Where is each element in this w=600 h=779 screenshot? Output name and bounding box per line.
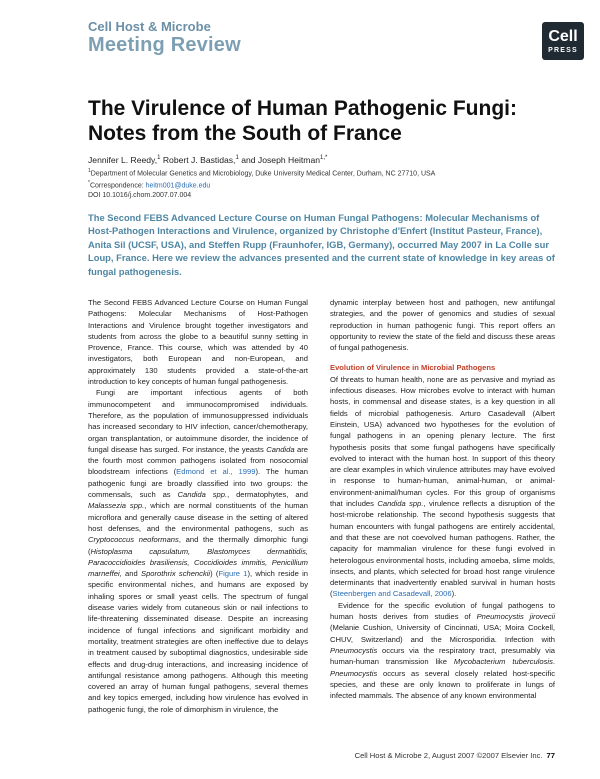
text-run: ).: [451, 589, 457, 599]
species-name: Pneumocystis: [330, 645, 378, 655]
author-name: Joseph Heitman: [257, 155, 321, 165]
section-heading: Evolution of Virulence in Microbial Pathogens: [330, 363, 496, 373]
paragraph: [88, 387, 308, 715]
abstract: The Second FEBS Advanced Lecture Course on Human Fungal Pathogens: Molecular Mechanisms of Host-Pathogen Interactions and Virulence, organized by Christophe d'Enfert (Institut Pasteur, France), Anita Sil (UCSF, USA), and Steffen Rupp (Fraunhofer, IGB, Germany), occurred May 2007 in La Colle sur Loup, France. Here we review the advances presented and the current state of knowledge in key areas of fungal pathogenesis.: [88, 212, 555, 277]
logo-cell-text: Cell: [548, 28, 578, 45]
correspondence-label: Correspondence:: [89, 182, 144, 190]
author-affiliation-marker: 1: [235, 155, 239, 162]
text-run: , which are normal constituents of the human microflora and generally cause disease in the setting of altered host defenses, and the environmental pathogens, such as: [88, 501, 308, 533]
species-name: Sporothrix schenckii: [141, 569, 211, 579]
text-run: (Melanie Cushion, University of Cincinnati, USA; Moira Cockell, CHUV, Switzerland) and the Microsporidia. Infection with: [330, 623, 555, 644]
page-footer: [300, 751, 555, 760]
species-name: Histoplasma capsulatum, Blastomyces dermatitidis, Paracoccidioides brasiliensis, Coccidioides immitis, Penicillium marneffei,: [88, 546, 308, 579]
species-name: Pneumocystis: [330, 668, 378, 678]
paragraph: [330, 374, 555, 600]
correspondence-email-link[interactable]: heitm001@duke.edu: [145, 182, 211, 190]
doi: DOI 10.1016/j.chom.2007.07.004: [88, 191, 192, 199]
text-run: , virulence reflects a disruption of the host-microbe relationship. The second hypothesis suggests that human encounters with fungal pathogens are entirely accidental, and that these are not coevolved human pathogens. Rather, the capacity for mammalian virulence for these fungi evolved in heterologous environmental hosts, including amoeba, slime molds, insects, and plants, which selected for broad host range virulence determinants that inadvertently enabled survival in human hosts (: [330, 499, 555, 599]
affiliation-block: [88, 167, 558, 200]
section-label: Meeting Review: [88, 34, 241, 56]
body-column-right: [330, 297, 555, 701]
species-name: Candida spp.: [377, 499, 424, 509]
figure-link[interactable]: Figure 1: [218, 569, 248, 579]
journal-name: Cell Host & Microbe: [88, 19, 211, 34]
text-run: Fungi are important infectious agents of both immunocompetent and immunocompromised individuals. Therefore, as the population of immunosuppressed individuals has increased secondary to HIV infection, cancer/chemotherapy, organ transplantation, or autoimmune disorder, the incidence of fungal disease has surged. For instance, the yeasts: [88, 388, 308, 454]
paragraph: The Second FEBS Advanced Lecture Course on Human Fungal Pathogens: Molecular Mechanisms of Host-Pathogen Interactions and Virulence brought together investigators and students from across the globe to a beautiful sunny setting in Provence, France. This course, which was attended by 40 investigators, both European and non-European, and approximately 130 students provided a state-of-the-art introduction to key concepts of human fungal pathogenesis.: [88, 298, 308, 387]
text-run: occurs as several closely related host-specific species, and these are only known to proliferate in lungs of infected mammals. The absence of any known environmental: [330, 668, 555, 701]
text-run: Evidence for the specific evolution of fungal pathogens to human hosts derives from studies of: [330, 600, 555, 622]
cell-press-logo: [542, 22, 584, 60]
article-title: The Virulence of Human Pathogenic Fungi: Notes from the South of France: [88, 97, 517, 145]
author-affiliation-marker: 1: [157, 155, 161, 162]
species-name: Mycobacterium tuberculosis: [453, 657, 553, 667]
species-name: Candida spp.: [177, 490, 228, 500]
author-conjunction: and: [241, 155, 256, 165]
species-name: Cryptococcus neoformans: [88, 535, 179, 545]
author-list: [88, 155, 327, 165]
species-name: Pneumocystis jirovecii: [476, 612, 556, 622]
species-name: Candida: [266, 444, 295, 454]
footer-citation: Cell Host & Microbe 2, August 2007 ©2007 Elsevier Inc.: [354, 751, 543, 760]
text-run: are the fourth most common pathogens isolated from nosocomial bloodstream infections (: [88, 444, 308, 477]
text-run: occurs via the respiratory tract, presumably via human-human transmission like: [330, 645, 555, 667]
author-name: Robert J. Bastidas,: [162, 155, 236, 165]
text-run: , and the thermally dimorphic fungi (: [88, 535, 308, 556]
species-name: Malassezia spp.: [88, 501, 145, 511]
author-name: Jennifer L. Reedy,: [88, 155, 158, 165]
author-affiliation-marker: 1,*: [320, 155, 328, 162]
text-run: .: [552, 657, 555, 667]
text-run: , dermatophytes, and: [227, 490, 308, 500]
correspondence-line: [88, 179, 558, 191]
correspondence-marker: *: [88, 179, 90, 186]
body-column-left: [88, 297, 308, 715]
page-number: 77: [546, 751, 555, 760]
logo-press-text: PRESS: [548, 47, 578, 54]
reference-link[interactable]: Edmond et al., 1999: [176, 467, 256, 477]
affiliation-line: [88, 167, 558, 179]
text-run: ), which reside in specific environmental niches, and humans are exposed by inhaling spores or small yeast cells. The spectrum of fungal disease varies widely from cutaneous skin or nail infections to life-threatening disseminated disease. Despite an increasing incidence of fungal infections and significant morbidity and mortality, treatment strategies are often ineffective due to delays in treatment caused by suboptimal diagnostics, undesirable side effects and drug-drug interactions, and increasing incidence of antifungal resistance among pathogens. Although this meeting covered an array of human fungal pathogens, several themes and key topics emerged, including how virulence has evolved in pathogenic fungi, the role of dimorphism in virulence, the: [88, 569, 308, 714]
affiliation-marker: 1: [88, 168, 91, 174]
text-run: and: [121, 569, 141, 579]
text-run: ). The human pathogenic fungi are broadly classified into two groups: the commensals, such as: [88, 467, 308, 500]
text-run: ) (: [210, 569, 219, 579]
text-run: Of threats to human health, none are as pervasive and myriad as infectious diseases. How microbes evolve to interact with human hosts, in commensal and disease states, is a key question in all fields of microbial pathogenesis. Arturo Casadevall (Albert Einstein, USA) advanced two hypotheses for the evolution of fungal pathogens in an opening plenary lecture. The first hypothesis posits that some fungal pathogens have specifically evolved to interact with the human host. In support of this theory are clear examples in which virulence attributes may have evolved in response to human-human, animal-human, or animal-environment-animal/human cycles. For this group of organisms that includes: [330, 374, 555, 509]
department: Department of Molecular Genetics and Microbiology, Duke University Medical Center, Durham, NC 27710, USA: [90, 170, 436, 178]
paragraph: [330, 600, 555, 702]
reference-link[interactable]: Steenbergen and Casadevall, 2006: [332, 589, 452, 599]
paragraph: dynamic interplay between host and pathogen, new antifungal strategies, and the power of genomics and studies of sexual reproduction in human pathogenic fungi. This report offers an opportunity to review the state of the field and discuss these areas of fungal pathogenesis.: [330, 298, 555, 353]
